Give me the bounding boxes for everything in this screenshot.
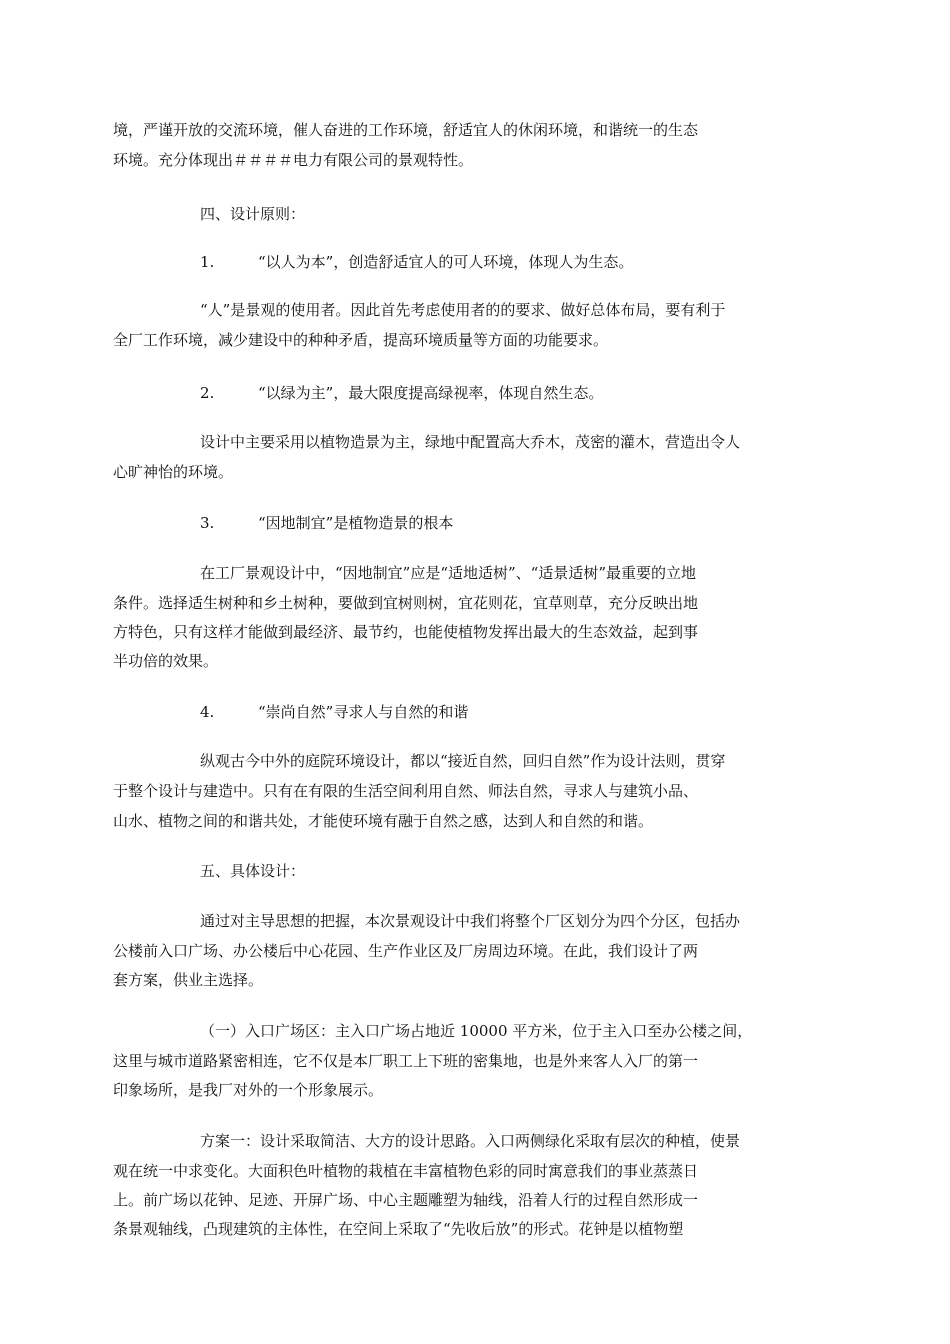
principle-number: 3. [200,514,215,532]
paragraph-line: 于整个设计与建造中。只有在有限的生活空间利用自然、师法自然，寻求人与建筑小品、 [113,782,699,800]
paragraph-line: 通过对主导思想的把握，本次景观设计中我们将整个厂区划分为四个分区，包括办 [200,912,741,930]
paragraph-line: 上。前广场以花钟、足迹、开屏广场、中心主题雕塑为轴线，沿着人行的过程自然形成一 [113,1191,699,1209]
paragraph-line: 条件。选择适生树种和乡土树种，要做到宜树则树，宜花则花，宜草则草，充分反映出地 [113,594,699,612]
paragraph-line: 方案一：设计采取简洁、大方的设计思路。入口两侧绿化采取有层次的种植，使景 [200,1132,741,1150]
paragraph-line: 设计中主要采用以植物造景为主，绿地中配置高大乔木，茂密的灌木，营造出令人 [200,433,741,451]
intro-line-2: 环境。充分体现出＃＃＃＃电力有限公司的景观特性。 [113,151,474,169]
principle-title: “因地制宜”是植物造景的根本 [258,514,454,532]
paragraph-line: 心旷神怡的环境。 [113,463,234,481]
paragraph-line: 在工厂景观设计中，“因地制宜”应是“适地适树”、“适景适树”最重要的立地 [200,564,697,582]
principle-number: 2. [200,384,215,402]
paragraph-line: 条景观轴线，凸现建筑的主体性，在空间上采取了“先收后放”的形式。花钟是以植物塑 [113,1220,684,1238]
paragraph-line: 全厂工作环境，减少建设中的种种矛盾，提高环境质量等方面的功能要求。 [113,331,609,349]
section-heading-specific-design: 五、具体设计： [200,862,306,880]
paragraph-line: 观在统一中求变化。大面积色叶植物的栽植在丰富植物色彩的同时寓意我们的事业蒸蒸日 [113,1162,699,1180]
paragraph-line: 这里与城市道路紧密相连，它不仅是本厂职工上下班的密集地，也是外来客人入厂的第一 [113,1052,699,1070]
paragraph-line: 套方案，供业主选择。 [113,971,264,989]
paragraph-line: 公楼前入口广场、办公楼后中心花园、生产作业区及厂房周边环境。在此，我们设计了两 [113,942,699,960]
paragraph-line: 印象场所，是我厂对外的一个形象展示。 [113,1081,384,1099]
principle-title: “以人为本”，创造舒适宜人的可人环境，体现人为生态。 [258,253,634,271]
paragraph-line: 方特色，只有这样才能做到最经济、最节约，也能使植物发挥出最大的生态效益，起到事 [113,623,699,641]
paragraph-line: 半功倍的效果。 [113,652,219,670]
section-heading-principles: 四、设计原则： [200,205,306,223]
principle-title: “以绿为主”，最大限度提高绿视率，体现自然生态。 [258,384,604,402]
principle-number: 1. [200,253,215,271]
principle-title: “崇尚自然”寻求人与自然的和谐 [258,703,469,721]
paragraph-line: 纵观古今中外的庭院环境设计，都以“接近自然，回归自然”作为设计法则，贯穿 [200,752,726,770]
paragraph-line: “人”是景观的使用者。因此首先考虑使用者的的要求、做好总体布局，要有利于 [200,301,726,319]
principle-number: 4. [200,703,215,721]
intro-line-1: 境，严谨开放的交流环境，催人奋进的工作环境，舒适宜人的休闲环境，和谐统一的生态 [113,121,699,139]
paragraph-line: （一）入口广场区：主入口广场占地近 10000 平方米，位于主入口至办公楼之间， [200,1022,753,1040]
paragraph-line: 山水、植物之间的和谐共处，才能使环境有融于自然之感，达到人和自然的和谐。 [113,812,654,830]
